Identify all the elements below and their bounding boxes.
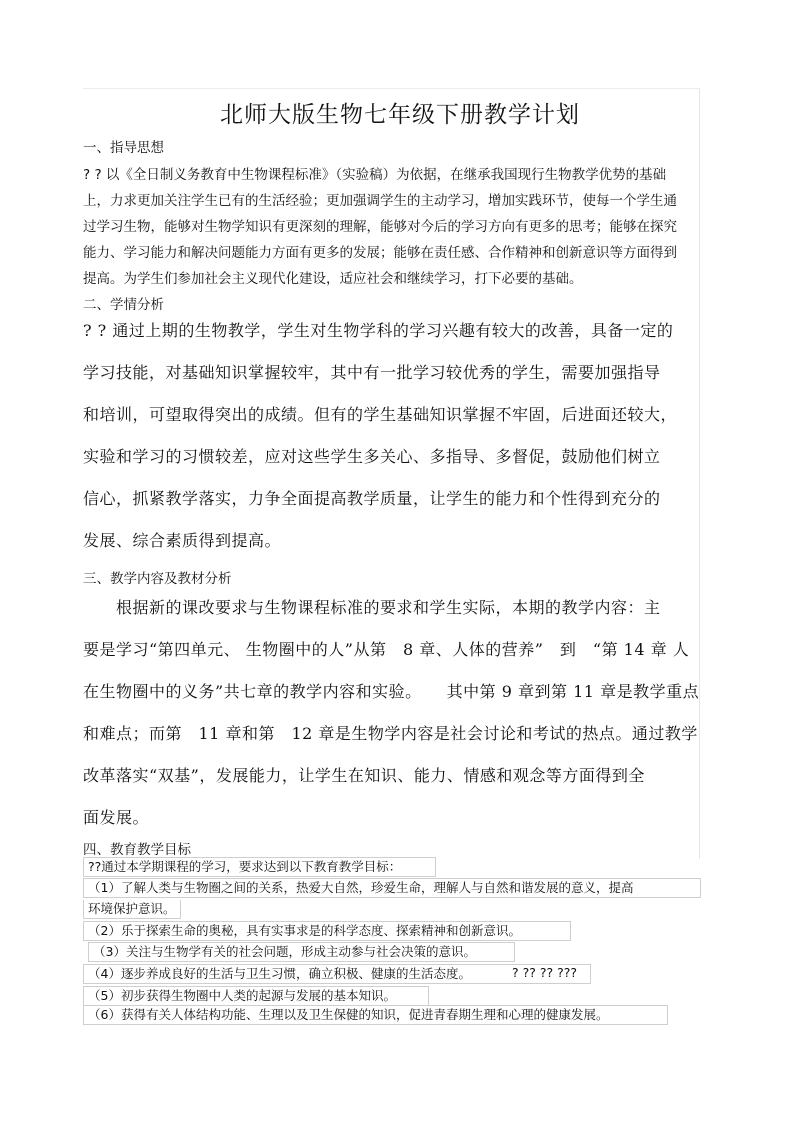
objective-item-4: （4）逐步养成良好的生活与卫生习惯，确立积极、健康的生活态度。 [83,964,591,984]
garbled-placeholder-text: ? ?? ?? ??? [512,965,577,980]
section-heading-guiding-ideology: 一、指导思想 [83,140,164,156]
paragraph-line: 信心，抓紧教学落实，力争全面提高教学质量，让学生的能力和个性得到充分的 [83,489,661,508]
paragraph-line: 过学习生物，能够对生物学知识有更深刻的理解，能够对今后的学习方向有更多的思考；能够在探究 [83,219,677,235]
paragraph-line: 要是学习“第四单元、 生物圈中的人”从第 8 章、人体的营养” 到 “第 14 章 人 [83,640,690,659]
objective-item-2: （2）乐于探索生命的奥秘，具有实事求是的科学态度、探索精神和创新意识。 [83,921,571,941]
objective-item-1-continued: 环境保护意识。 [83,900,181,919]
paragraph-line: 根据新的课改要求与生物课程标准的要求和学生实际，本期的教学内容：主 [83,598,661,617]
paragraph-line: 在生物圈中的义务”共七章的教学内容和实验。 其中第 9 章到第 11 章是教学重点 [83,682,700,701]
paragraph-line: ? ? 以《全日制义务教育中生物课程标准》（实验稿）为依据，在继承我国现行生物教学优势的基础 [83,167,667,183]
paragraph-line: ? ? 通过上期的生物教学，学生对生物学科的学习兴趣有较大的改善，具备一定的 [83,321,674,340]
objective-item-1: （1）了解人类与生物圈之间的关系，热爱大自然，珍爱生命，理解人与自然和谐发展的意义，提高 [83,878,701,898]
objective-item-6: （6）获得有关人体结构功能、生理以及卫生保健的知识，促进青春期生理和心理的健康发展。 [83,1005,668,1025]
objectives-intro: ??通过本学期课程的学习，要求达到以下教育教学目标： [83,857,436,877]
objective-item-3: （3）关注与生物学有关的社会问题，形成主动参与社会决策的意识。 [88,942,515,962]
paragraph-line: 上，力求更加关注学生已有的生活经验；更加强调学生的主动学习，增加实践环节，使每一个学生通 [83,193,677,209]
paragraph-line: 发展、综合素质得到提高。 [83,531,282,550]
section-heading-teaching-objectives: 四、教育教学目标 [83,842,191,858]
objective-item-5: （5）初步获得生物圈中人类的起源与发展的基本知识。 [83,986,429,1006]
paragraph-line: 和培训，可望取得突出的成绩。但有的学生基础知识掌握不牢固，后进面还较大， [83,405,678,424]
section-heading-content-analysis: 三、教学内容及教材分析 [83,571,232,587]
paragraph-line: 能力、学习能力和解决问题能力方面有更多的发展；能够在责任感、合作精神和创新意识等方面得到 [83,245,677,261]
section-heading-student-analysis: 二、学情分析 [83,297,164,313]
paragraph-line: 改革落实“双基”，发展能力，让学生在知识、能力、情感和观念等方面得到全 [83,766,645,785]
document-title: 北师大版生物七年级下册教学计划 [220,102,580,128]
paragraph-line: 实验和学习的习惯较差，应对这些学生多关心、多指导、多督促，鼓励他们树立 [83,447,661,466]
paragraph-line: 面发展。 [83,808,150,827]
paragraph-line: 学习技能，对基础知识掌握较牢，其中有一批学习较优秀的学生，需要加强指导 [83,363,661,382]
paragraph-line: 提高。为学生们参加社会主义现代化建设，适应社会和继续学习，打下必要的基础。 [83,271,583,287]
paragraph-line: 和难点；而第 11 章和第 12 章是生物学内容是社会讨论和考试的热点。通过教学 [83,724,698,743]
